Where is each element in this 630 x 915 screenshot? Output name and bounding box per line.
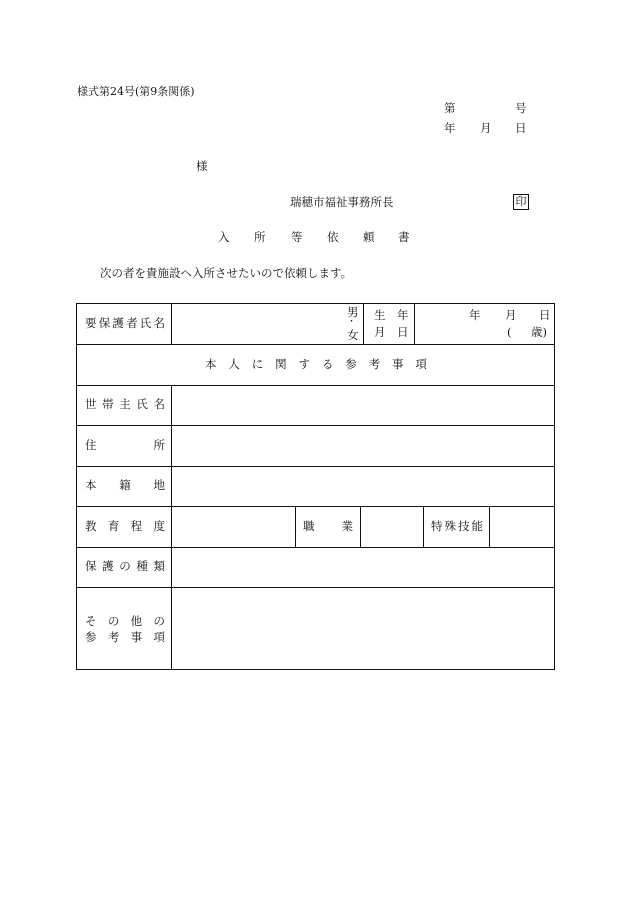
col-divider bbox=[295, 506, 296, 547]
sex-male: 男 bbox=[347, 305, 359, 319]
date-day: 日 bbox=[515, 121, 527, 135]
doc-number-go: 号 bbox=[515, 101, 527, 115]
domicile-label: 本 籍 地 bbox=[85, 478, 165, 492]
sex-separator: ・ bbox=[347, 317, 357, 327]
intro-text: 次の者を貴施設へ入所させたいので依頼します。 bbox=[100, 266, 353, 280]
title-char: 等 bbox=[291, 230, 303, 244]
special-skills-label: 特 殊 技 能 bbox=[431, 519, 483, 533]
birth-month-unit: 月 bbox=[505, 308, 517, 322]
col-divider bbox=[423, 506, 424, 547]
title-char: 所 bbox=[254, 230, 266, 244]
protection-type-label: 保 護 の 種 類 bbox=[85, 559, 165, 573]
col-divider bbox=[414, 304, 415, 344]
form-number: 様式第24号(第9条関係) bbox=[77, 85, 195, 98]
title-char: 入 bbox=[218, 230, 230, 244]
birth-label-1: 生 bbox=[374, 308, 386, 322]
row-divider bbox=[77, 344, 554, 345]
col-divider bbox=[171, 385, 172, 669]
title-char: 頼 bbox=[363, 230, 375, 244]
col-divider bbox=[360, 506, 361, 547]
reference-header: 本 人 に 関 す る 参 考 事 項 bbox=[205, 357, 427, 371]
doc-number-dai: 第 bbox=[444, 101, 456, 115]
row-divider bbox=[77, 547, 554, 548]
col-divider bbox=[489, 506, 490, 547]
occupation-label: 職 業 bbox=[303, 519, 353, 533]
birth-day-unit: 日 bbox=[539, 308, 551, 322]
row-divider bbox=[77, 587, 554, 588]
row-divider bbox=[77, 466, 554, 467]
birth-label-3: 月 bbox=[374, 325, 386, 339]
seal-mark: 印 bbox=[513, 194, 529, 210]
col-divider bbox=[171, 304, 172, 344]
col-divider bbox=[363, 304, 364, 344]
birth-year-unit: 年 bbox=[469, 308, 481, 322]
title-char: 依 bbox=[327, 230, 339, 244]
request-form-table bbox=[76, 303, 555, 670]
addressee-suffix: 様 bbox=[196, 159, 208, 173]
row-divider bbox=[77, 425, 554, 426]
education-label: 教 育 程 度 bbox=[85, 519, 165, 533]
other-label-line1: そ の 他 の bbox=[85, 614, 165, 628]
row-divider bbox=[77, 385, 554, 386]
other-label-line2: 参 考 事 項 bbox=[85, 630, 165, 644]
age-open-paren: ( bbox=[507, 325, 512, 339]
person-name-label: 要 保 護 者 氏 名 bbox=[85, 316, 165, 330]
birth-label-2: 年 bbox=[397, 308, 409, 322]
address-label: 住 所 bbox=[85, 438, 165, 452]
issuer-name: 瑞穂市福祉事務所長 bbox=[290, 195, 394, 209]
title-char: 書 bbox=[398, 230, 410, 244]
date-year: 年 bbox=[444, 121, 456, 135]
date-month: 月 bbox=[480, 121, 492, 135]
birth-label-4: 日 bbox=[397, 325, 409, 339]
row-divider bbox=[77, 506, 554, 507]
household-head-label: 世 帯 主 氏 名 bbox=[85, 397, 165, 411]
sex-female: 女 bbox=[347, 328, 359, 342]
age-unit: 歳) bbox=[531, 325, 547, 339]
